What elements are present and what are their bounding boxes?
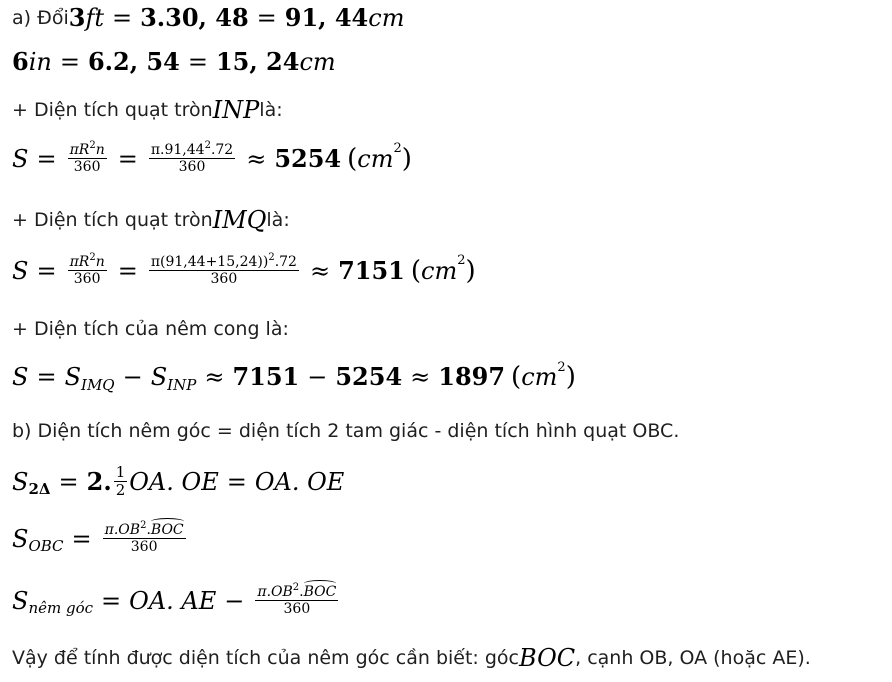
line-convert-ft xyxy=(12,3,405,32)
line-formula-wedge: S = S IMQ − S INP ≈ 7151 − 5254 ≈ 1897 ( cm 2 ) xyxy=(12,359,576,394)
line-conclusion: Vậy để tính được diện tích của nêm góc cần biết: góc BOC , cạnh OB, OA (hoặc AE). xyxy=(12,644,811,672)
line-formula-inp: S = $\frac{\pi R^2n}{360}$ = $\frac{\pi.91,44^2.72}{360}$ ≈ 5254 ( cm 2 ) xyxy=(12,140,412,176)
fraction-inp: $\frac{\pi.91,44^2.72}{360}$ xyxy=(150,140,234,176)
math-ft: 3 ft = 3.30, 48 = 91, 44 cm xyxy=(68,3,405,32)
fraction-corner: $\frac{\pi.OB^2.BOC}{360}$ xyxy=(257,582,337,618)
line-heading-imq: + Diện tích quạt tròn IMQ là: xyxy=(12,206,290,234)
math-imq: IMQ xyxy=(212,206,267,234)
math-inp: INP xyxy=(212,96,260,124)
line-formula-imq: S = $\frac{\pi R^2n}{360}$ = $\frac{\pi(91,44+15,24))^2.72}{360}$ ≈ 7151 ( cm 2 ) xyxy=(12,252,476,288)
line-convert-in xyxy=(12,47,336,76)
line-heading-wedge: + Diện tích của nêm cong là: xyxy=(12,318,289,340)
fraction-imq: $\frac{\pi(91,44+15,24))^2.72}{360}$ xyxy=(150,252,297,288)
line-heading-inp: + Diện tích quạt tròn INP là: xyxy=(12,96,283,124)
fraction-obc: $\frac{\pi.OB^2.BOC}{360}$ xyxy=(104,520,184,556)
line-formula-triangles: S 2Δ = 2. $\frac{1}{2}$ OA. OE = OA. OE xyxy=(12,463,345,500)
math-boc: BOC xyxy=(519,644,576,672)
line-formula-corner-wedge: S nêm góc = OA. AE − $\frac{\pi.OB^2.BOC}{360}$ xyxy=(12,582,337,618)
fraction-general: $\frac{\pi R^2n}{360}$ xyxy=(69,140,105,176)
line-prefix: a) Đổi xyxy=(12,6,69,29)
line-formula-obc: S OBC = $\frac{\pi.OB^2.BOC}{360}$ xyxy=(12,520,184,556)
math-in: 6 in = 6.2, 54 = 15, 24 cm xyxy=(12,47,336,76)
line-part-b: b) Diện tích nêm góc = diện tích 2 tam giác - diện tích hình quạt OBC. xyxy=(12,420,680,442)
